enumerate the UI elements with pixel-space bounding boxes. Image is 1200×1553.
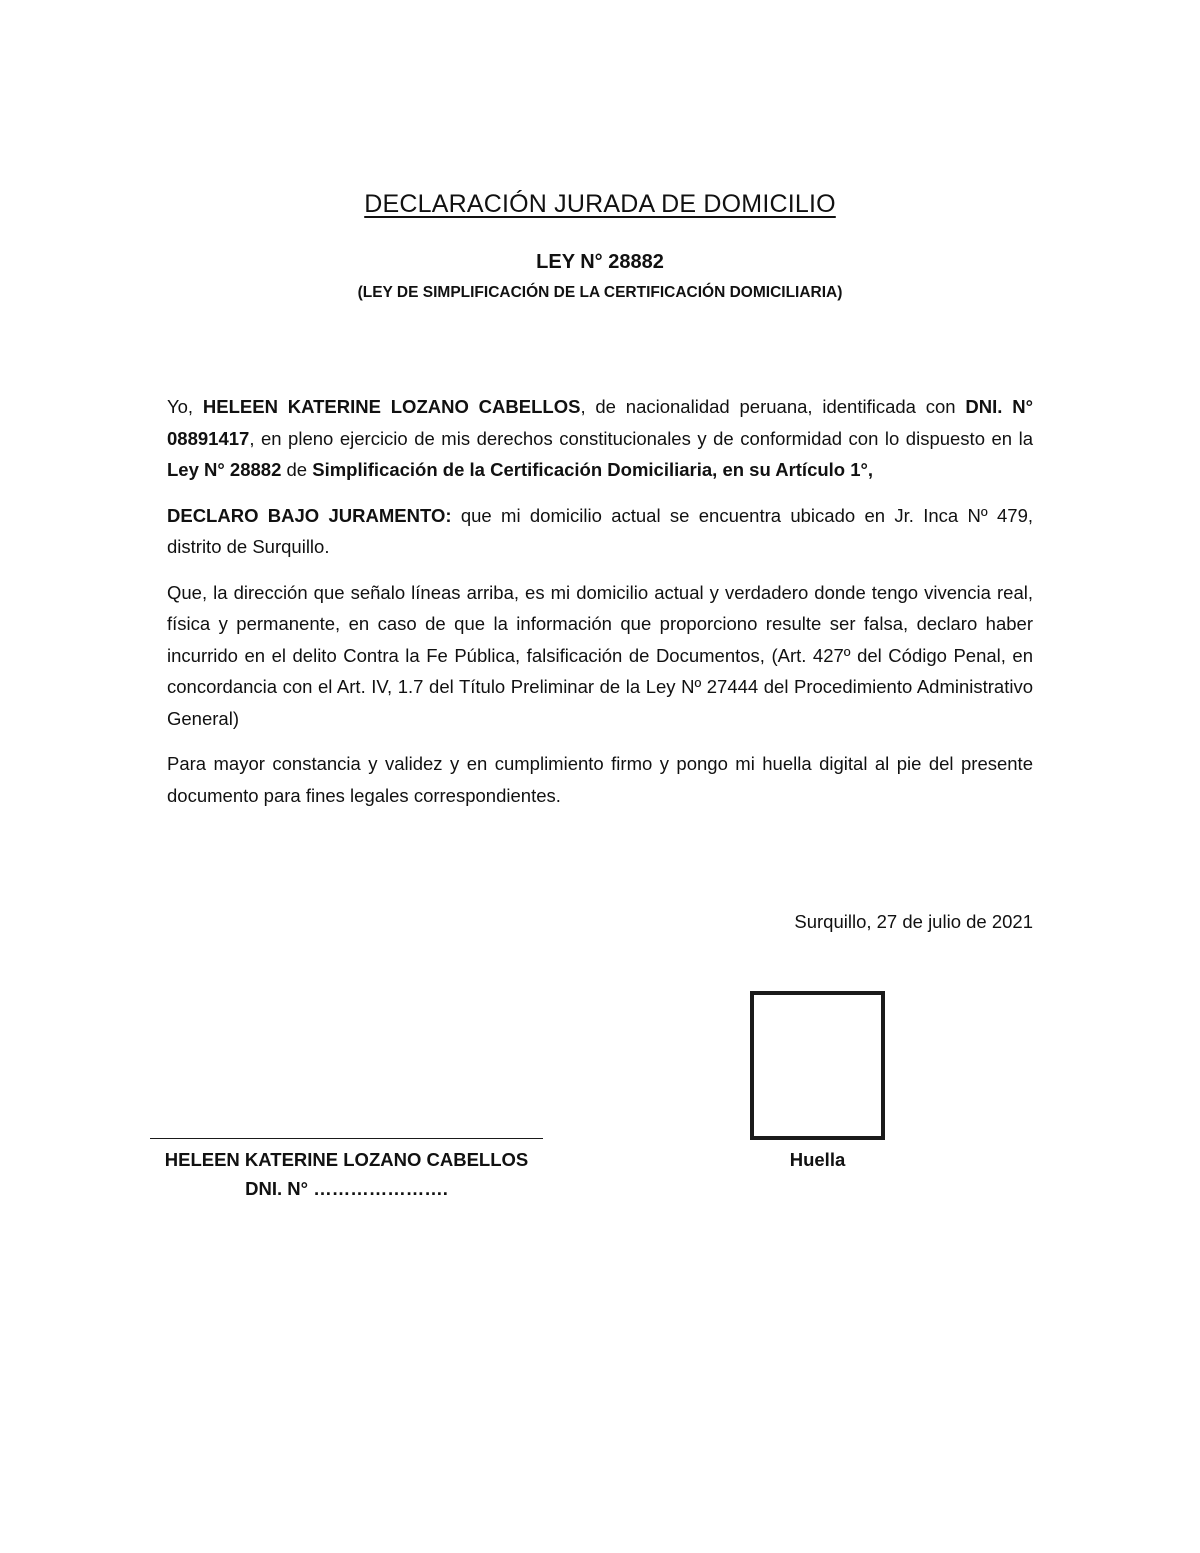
- place-date: Surquillo, 27 de julio de 2021: [794, 911, 1033, 932]
- signatory-dni: DNI. N° ………………….: [245, 1178, 448, 1199]
- law-name: Simplificación de la Certificación Domiciliaria, en su Artículo 1°,: [312, 459, 874, 480]
- declaration-body: [167, 391, 1033, 825]
- document-title: DECLARACIÓN JURADA DE DOMICILIO: [364, 190, 836, 218]
- signatory-name: HELEEN KATERINE LOZANO CABELLOS: [164, 1149, 529, 1170]
- paragraph-closing: Para mayor constancia y validez y en cumplimiento firmo y pongo mi huella digital al pie del presente documento para fines legales correspondientes.: [167, 753, 1033, 806]
- text-run: , de nacionalidad peruana, identificada con: [580, 396, 966, 417]
- text-run: Yo,: [167, 396, 203, 417]
- law-reference: Ley N° 28882: [167, 459, 282, 480]
- law-subtitle: (LEY DE SIMPLIFICACIÓN DE LA CERTIFICACIÓN DOMICILIARIA): [357, 284, 843, 301]
- law-number: LEY N° 28882: [536, 251, 664, 273]
- paragraph-veracity: Que, la dirección que señalo líneas arriba, es mi domicilio actual y verdadero donde tengo vivencia real, física y permanente, en caso de que la información que proporciono resulte ser falsa, declaro haber incurrido en el delito Contra la Fe Pública, falsificación de Documentos, (Art. 427º del Código Penal, en concordancia con el Art. IV, 1.7 del Título Preliminar de la Ley Nº 27444 del Procedimiento Administrativo General): [167, 581, 1033, 729]
- text-run: de: [281, 459, 313, 480]
- declarant-dni: DNI. N° 08891417: [167, 396, 1033, 449]
- text-run: , en pleno ejercicio de mis derechos constitucionales y de conformidad con lo dispuesto en la: [249, 427, 1033, 449]
- declaration-text: que mi domicilio actual se encuentra ubicado en Jr. Inca Nº 479, distrito de Surquillo.: [167, 504, 1033, 557]
- declaration-lead: DECLARO BAJO JURAMENTO:: [167, 504, 452, 526]
- paragraph-identity: [167, 391, 1033, 486]
- paragraph-declaration: [167, 500, 1033, 563]
- fingerprint-label: Huella: [789, 1149, 846, 1170]
- declarant-name: HELEEN KATERINE LOZANO CABELLOS: [202, 396, 581, 417]
- fingerprint-box: [750, 991, 885, 1140]
- signature-line: [150, 1138, 543, 1139]
